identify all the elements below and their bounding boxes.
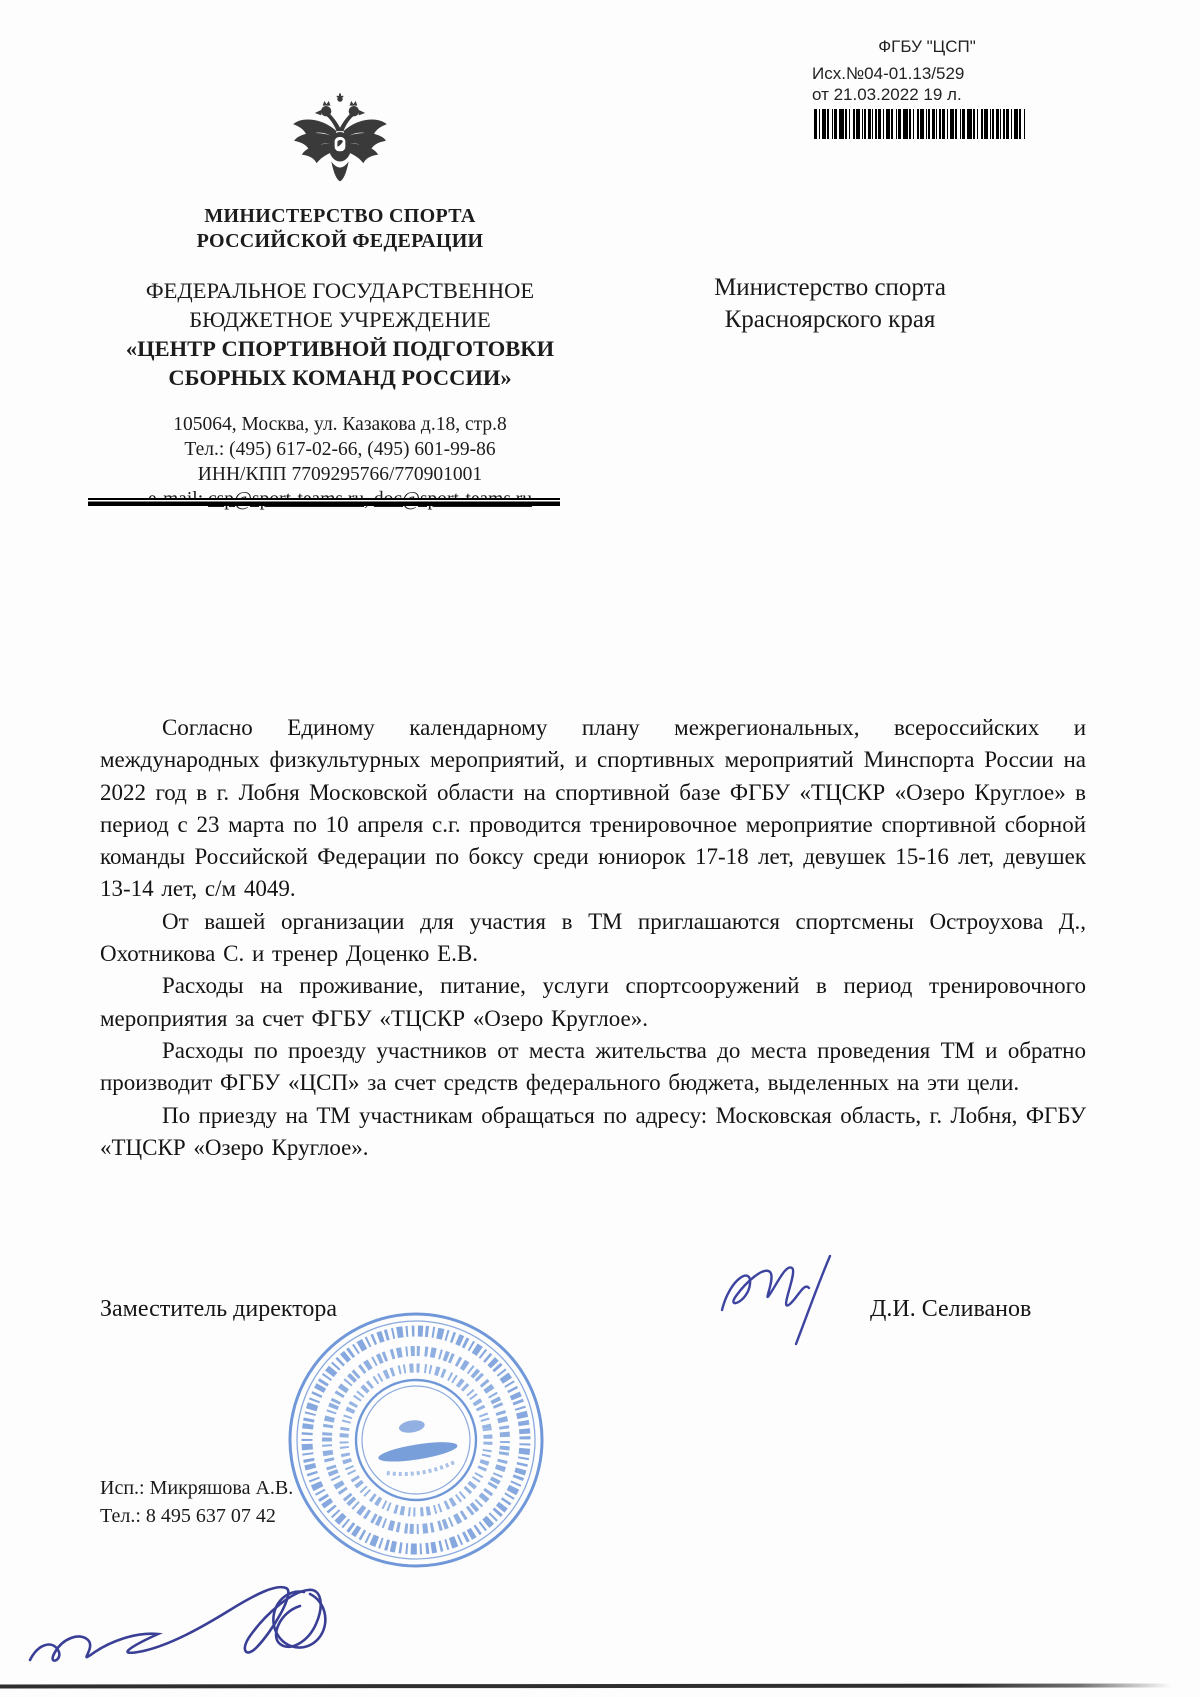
paragraph-3: Расходы на проживание, питание, услуги спортсооружений в период тренировочного мероприятия за счет ФГБУ «ТЦСКР «Озеро Круглое». xyxy=(100,973,1086,1031)
letter-body xyxy=(100,712,1086,1164)
signatory-position: Заместитель директора xyxy=(100,1296,338,1322)
letterhead-divider xyxy=(88,498,560,506)
reg-outgoing-number: Исх.№04-01.13/529 xyxy=(812,64,965,83)
official-stamp-icon xyxy=(282,1306,550,1574)
ministry-line2: РОССИЙСКОЙ ФЕДЕРАЦИИ xyxy=(196,230,484,252)
org-type-line2: БЮДЖЕТНОЕ УЧРЕЖДЕНИЕ xyxy=(189,307,491,332)
letterhead xyxy=(90,86,590,512)
phone-numbers: Тел.: (495) 617-02-66, (495) 601-99-86 xyxy=(184,439,496,460)
reg-org-short: ФГБУ "ЦСП" xyxy=(878,37,976,56)
director-signature-icon xyxy=(712,1248,847,1358)
bottom-signature-icon xyxy=(18,1548,348,1678)
contact-block xyxy=(90,412,590,512)
ministry-line1: МИНИСТЕРСТВО СПОРТА xyxy=(204,205,476,227)
addressee-block xyxy=(700,272,960,336)
org-type-line1: ФЕДЕРАЛЬНОЕ ГОСУДАРСТВЕННОЕ xyxy=(145,278,535,303)
paragraph-4: Расходы по проезду участников от места жительства до места проведения ТМ и обратно производит ФГБУ «ЦСП» за счет средств федерального бюджета, выделенных на эти цели. xyxy=(100,1037,1086,1096)
postal-address: 105064, Москва, ул. Казакова д.18, стр.8 xyxy=(173,414,507,435)
executor-block xyxy=(100,1474,293,1530)
organization-name-block xyxy=(90,276,590,392)
paragraph-5: По приезду на ТМ участникам обращаться по адресу: Московская область, г. Лобня, ФГБУ «ТЦСКР «Озеро Круглое». xyxy=(100,1102,1086,1160)
signatory-name: Д.И. Селиванов xyxy=(870,1296,1032,1322)
coat-of-arms-icon xyxy=(288,86,392,198)
addressee-line1: Министерство спорта xyxy=(714,274,946,301)
org-name-line1: «ЦЕНТР СПОРТИВНОЙ ПОДГОТОВКИ xyxy=(125,336,555,361)
reg-date-line: от 21.03.2022 19 л. xyxy=(812,85,962,104)
executor-phone: Тел.: 8 495 637 07 42 xyxy=(100,1505,276,1527)
inn-kpp: ИНН/КПП 7709295766/770901001 xyxy=(197,464,483,485)
scan-edge-line xyxy=(0,1683,1172,1688)
barcode-icon xyxy=(812,109,1027,139)
org-name-line2: СБОРНЫХ КОМАНД РОССИИ» xyxy=(168,365,512,390)
ministry-header xyxy=(90,204,590,254)
paragraph-2: От вашей организации для участия в ТМ приглашаются спортсмены Остроухова Д., Охотникова С. и тренер Доценко Е.В. xyxy=(100,908,1086,967)
executor-name: Исп.: Микряшова А.В. xyxy=(100,1477,294,1499)
paragraph-1: Согласно Единому календарному плану межрегиональных, всероссийских и международных физкультурных мероприятий, и спортивных мероприятий Минспорта России на 2022 год в г. Лобня Московской области на спортивной базе ФГБУ «ТЦСКР «Озеро Круглое» в период с 23 марта по 10 апреля с.г. проводится тренировочное мероприятие спортивной сборной команды Российской Федерации по боксу среди юниорок 17-18 лет, девушек 15-16 лет, девушек 13-14 лет, с/м 4049. xyxy=(100,715,1086,902)
addressee-line2: Красноярского края xyxy=(724,306,936,333)
registration-block xyxy=(812,36,1042,139)
